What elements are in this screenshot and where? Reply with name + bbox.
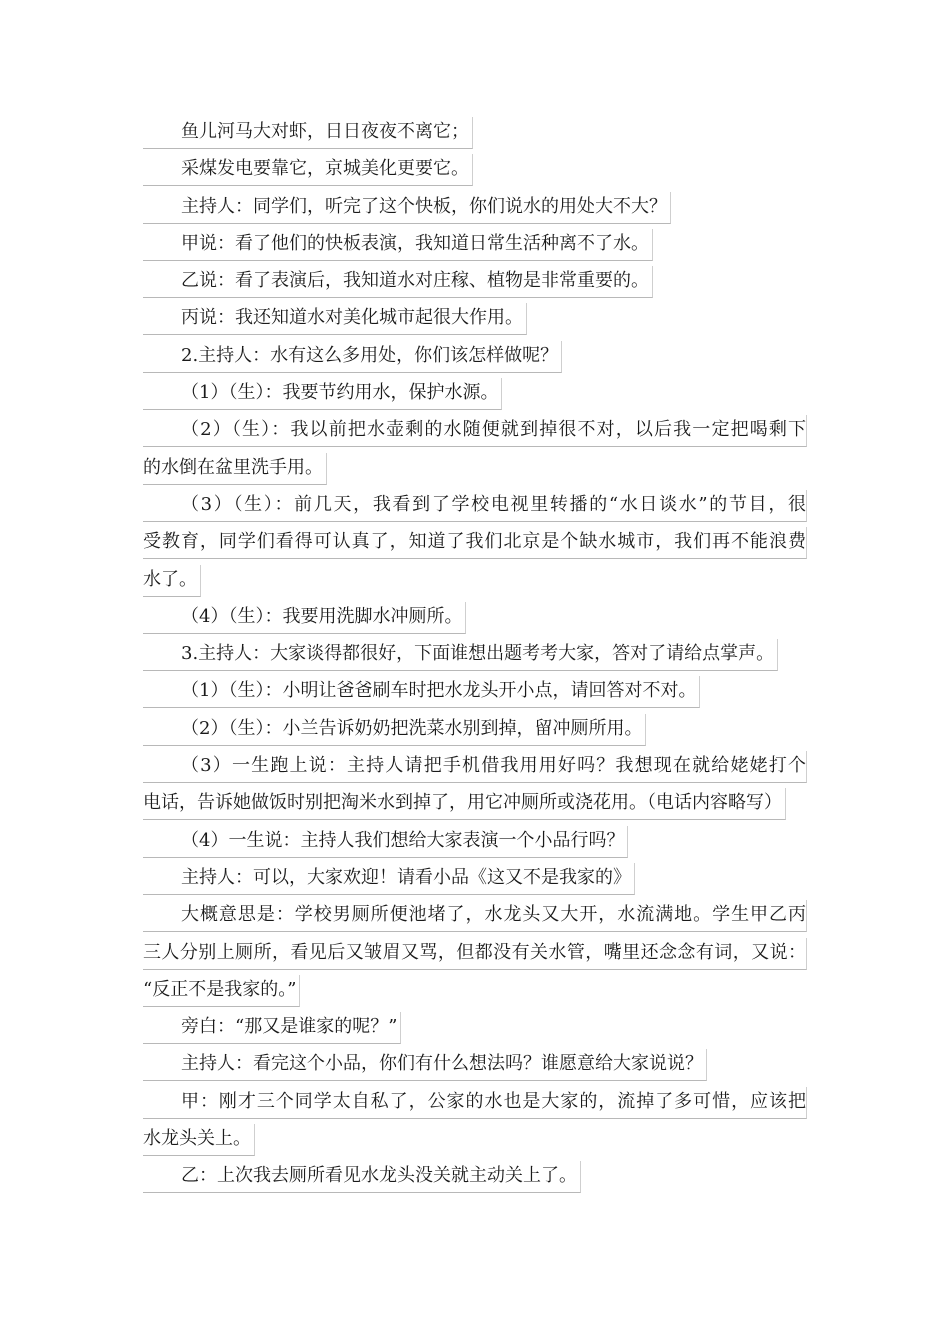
- text-line-content: 大概意思是：学校男厕所便池堵了，水龙头又大开，水流满地。学生甲乙丙: [143, 900, 807, 932]
- paragraph: [143, 415, 807, 490]
- text-line-content: （1）（生）：我要节约用水，保护水源。: [143, 378, 502, 410]
- text-line-content: 的水倒在盆里洗手用。: [143, 453, 327, 485]
- paragraph: [143, 341, 807, 378]
- paragraph: [143, 676, 807, 713]
- text-line: [143, 676, 807, 713]
- text-line: [143, 900, 807, 937]
- text-line-content: 鱼儿河马大对虾，日日夜夜不离它；: [143, 117, 473, 149]
- paragraph: [143, 378, 807, 415]
- text-line: [143, 415, 807, 452]
- text-line-content: 丙说：我还知道水对美化城市起很大作用。: [143, 303, 527, 335]
- paragraph: [143, 303, 807, 340]
- text-line-content: （3）（生）：前几天，我看到了学校电视里转播的“水日谈水”的节目，很: [143, 490, 807, 522]
- text-line: [143, 1124, 807, 1161]
- text-line-content: （1）（生）：小明让爸爸刷车时把水龙头开小点，请回答对不对。: [143, 676, 700, 708]
- text-line: [143, 639, 807, 676]
- text-line: [143, 154, 807, 191]
- paragraph: [143, 714, 807, 751]
- text-line: [143, 938, 807, 975]
- text-line: [143, 378, 807, 415]
- text-line-content: （2）（生）：小兰告诉奶奶把洗菜水别到掉，留冲厕所用。: [143, 714, 646, 746]
- text-line-content: （3）一生跑上说：主持人请把手机借我用用好吗？我想现在就给姥姥打个: [143, 751, 807, 783]
- text-line: [143, 453, 807, 490]
- text-line-content: 乙：上次我去厕所看见水龙头没关就主动关上了。: [143, 1161, 581, 1193]
- text-line: [143, 1012, 807, 1049]
- document-body: [143, 117, 807, 1199]
- text-line: [143, 192, 807, 229]
- paragraph: [143, 1087, 807, 1162]
- text-line: [143, 490, 807, 527]
- paragraph: [143, 229, 807, 266]
- text-line-content: （4）（生）：我要用洗脚水冲厕所。: [143, 602, 466, 634]
- text-line: [143, 714, 807, 751]
- text-line-content: （2）（生）：我以前把水壶剩的水随便就到掉很不对，以后我一定把喝剩下: [143, 415, 807, 447]
- text-line: [143, 975, 807, 1012]
- text-line-content: 三人分别上厕所，看见后又皱眉又骂，但都没有关水管，嘴里还念念有词，又说：: [143, 938, 807, 970]
- text-line: [143, 266, 807, 303]
- text-line-content: 乙说：看了表演后，我知道水对庄稼、植物是非常重要的。: [143, 266, 653, 298]
- paragraph: [143, 192, 807, 229]
- text-line: [143, 303, 807, 340]
- paragraph: [143, 751, 807, 826]
- text-line: [143, 117, 807, 154]
- text-line-content: 甲：刚才三个同学太自私了，公家的水也是大家的，流掉了多可惜，应该把: [143, 1087, 807, 1119]
- text-line-content: 3.主持人：大家谈得都很好，下面谁想出题考考大家，答对了请给点掌声。: [143, 639, 778, 671]
- paragraph: [143, 1161, 807, 1198]
- text-line: [143, 788, 807, 825]
- text-line: [143, 1087, 807, 1124]
- paragraph: [143, 602, 807, 639]
- text-line: [143, 229, 807, 266]
- text-line-content: 2.主持人：水有这么多用处，你们该怎样做呢？: [143, 341, 562, 373]
- text-line: [143, 863, 807, 900]
- paragraph: [143, 490, 807, 602]
- paragraph: [143, 900, 807, 1012]
- text-line-content: 主持人：同学们，听完了这个快板，你们说水的用处大不大？: [143, 192, 671, 224]
- text-line-content: 主持人：可以，大家欢迎！请看小品《这又不是我家的》: [143, 863, 635, 895]
- text-line: [143, 826, 807, 863]
- text-line-content: 水龙头关上。: [143, 1124, 255, 1156]
- paragraph: [143, 266, 807, 303]
- text-line-content: 甲说：看了他们的快板表演，我知道日常生活种离不了水。: [143, 229, 653, 261]
- paragraph: [143, 826, 807, 863]
- paragraph: [143, 1049, 807, 1086]
- text-line: [143, 341, 807, 378]
- paragraph: [143, 639, 807, 676]
- text-line-content: 水了。: [143, 565, 201, 597]
- text-line-content: 受教育，同学们看得可认真了，知道了我们北京是个缺水城市，我们再不能浪费: [143, 527, 807, 559]
- text-line: [143, 1049, 807, 1086]
- text-line: [143, 751, 807, 788]
- text-line: [143, 602, 807, 639]
- text-line-content: 主持人：看完这个小品，你们有什么想法吗？谁愿意给大家说说？: [143, 1049, 707, 1081]
- text-line: [143, 565, 807, 602]
- text-line: [143, 1161, 807, 1198]
- text-line-content: 旁白：“那又是谁家的呢？”: [143, 1012, 401, 1044]
- text-line-content: “反正不是我家的。”: [143, 975, 300, 1007]
- paragraph: [143, 117, 807, 154]
- text-line-content: （4）一生说：主持人我们想给大家表演一个小品行吗？: [143, 826, 628, 858]
- text-line: [143, 527, 807, 564]
- text-line-content: 采煤发电要靠它，京城美化更要它。: [143, 154, 473, 186]
- text-line-content: 电话，告诉她做饭时别把淘米水到掉了，用它冲厕所或浇花用。（电话内容略写）: [143, 788, 786, 820]
- paragraph: [143, 1012, 807, 1049]
- paragraph: [143, 863, 807, 900]
- paragraph: [143, 154, 807, 191]
